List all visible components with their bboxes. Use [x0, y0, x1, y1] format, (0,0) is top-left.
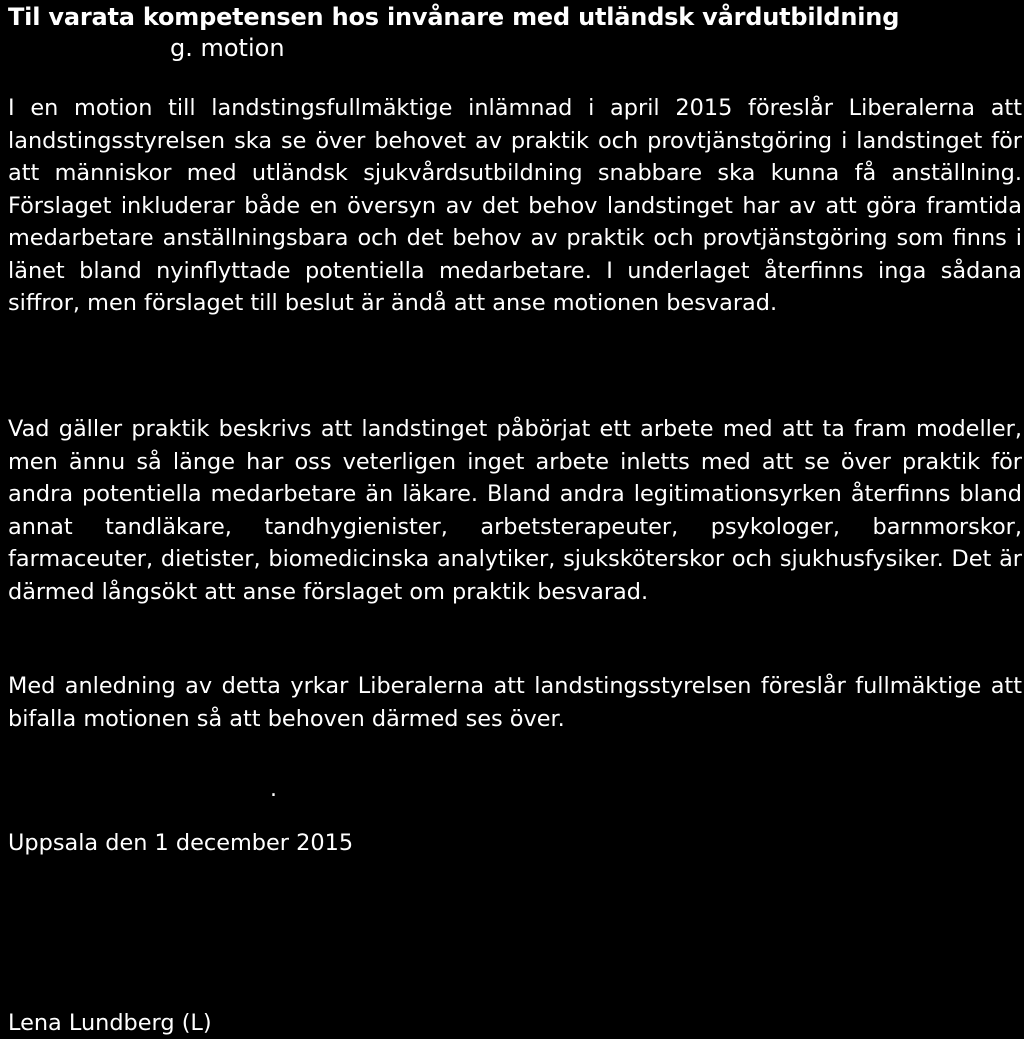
document-title: Til varata kompetensen hos invånare med utländsk vårdutbildning — [8, 3, 900, 31]
stray-mark: . — [270, 777, 277, 802]
document-subtitle: g. motion — [170, 34, 285, 62]
paragraph-1: I en motion till landstingsfullmäktige inlämnad i april 2015 föreslår Liberalerna att landstingsstyrelsen ska se över behovet av praktik och provtjänstgöring i landstinget för att människor med utländsk sjukvårdsutbildning snabbare ska kunna få anställning. Förslaget inkluderar både en översyn av det behov landstinget har av att göra framtida medarbetare anställningsbara och det behov av praktik och provtjänstgöring som finns i länet bland nyinflyttade potentiella medarbetare. I underlaget återfinns inga sådana siffror, men förslaget till beslut är ändå att anse motionen besvarad. — [8, 95, 1022, 316]
paragraph-2: Vad gäller praktik beskrivs att landstinget påbörjat ett arbete med att ta fram modeller, men ännu så länge har oss veterligen inget arbete inletts med att se över praktik för andra potentiella medarbetare än läkare. Bland andra legitimationsyrken återfinns bland annat tandläkare, tandhygienister, arbetsterapeuter, psykologer, barnmorskor, farmaceuter, dietister, biomedicinska analytiker, sjuksköterskor och sjukhusfysiker. Det är därmed långsökt att anse förslaget om praktik besvarad. — [8, 416, 1022, 605]
date-line: Uppsala den 1 december 2015 — [8, 830, 354, 856]
signature: Lena Lundberg (L) — [8, 1010, 212, 1036]
paragraph-3: Med anledning av detta yrkar Liberalerna att landstingsstyrelsen föreslår fullmäktige att bifalla motionen så att behoven därmed ses över. — [8, 673, 1022, 732]
